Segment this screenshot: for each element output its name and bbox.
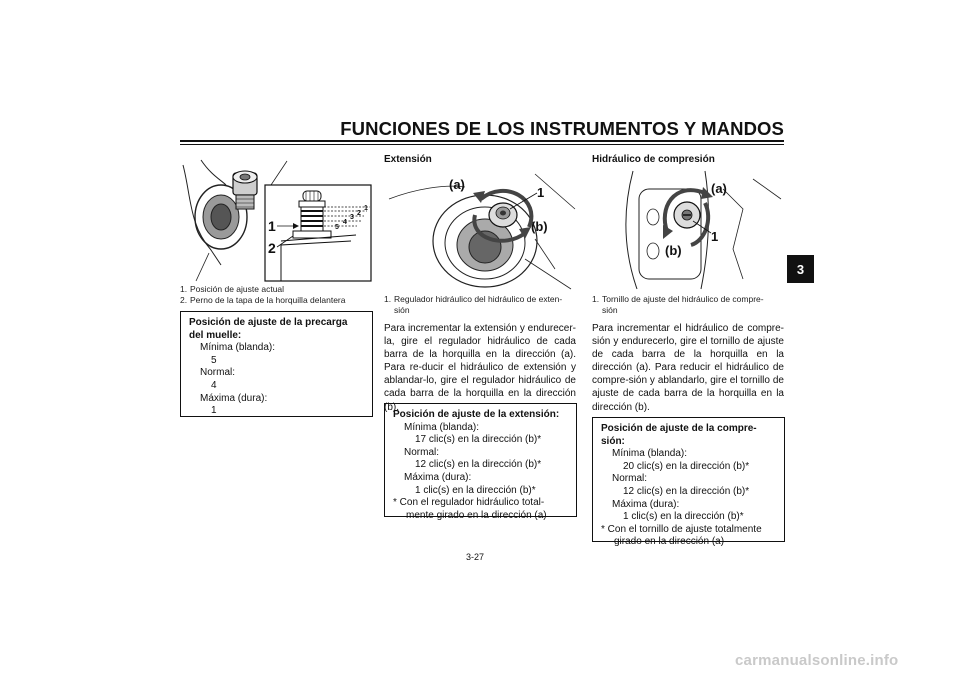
min-value: 20 clic(s) en la dirección (b)* bbox=[623, 460, 750, 472]
label-a: (a) bbox=[449, 177, 465, 192]
caption-text: Posición de ajuste actual bbox=[190, 284, 285, 294]
label-a: (a) bbox=[711, 181, 727, 196]
max-value: 1 clic(s) en la dirección (b)* bbox=[415, 484, 536, 496]
label-2: 2 bbox=[268, 240, 276, 256]
max-label: Máxima (dura): bbox=[404, 471, 472, 483]
extension-settings-box bbox=[384, 403, 577, 521]
footnote: * Con el tornillo de ajuste totalmente bbox=[601, 523, 762, 535]
watermark-text: carmanualsonline.info bbox=[735, 652, 899, 669]
preload-illustration bbox=[181, 155, 373, 283]
caption-num: 2. bbox=[180, 294, 188, 305]
preload-captions bbox=[180, 284, 376, 305]
caption-row bbox=[592, 305, 788, 316]
header-rule bbox=[180, 140, 784, 142]
label-1: 1 bbox=[711, 229, 719, 244]
max-value: 1 clic(s) en la dirección (b)* bbox=[623, 511, 744, 523]
normal-label: Normal: bbox=[612, 473, 648, 485]
normal-value: 4 bbox=[211, 379, 217, 391]
compression-illustration bbox=[593, 169, 785, 291]
header-rule-thin bbox=[180, 144, 784, 145]
normal-value: 12 clic(s) en la dirección (b)* bbox=[415, 459, 542, 471]
scale-2: 2 bbox=[357, 210, 361, 217]
chapter-tab: 3 bbox=[787, 255, 814, 283]
label-b: (b) bbox=[665, 243, 682, 258]
preload-settings-box bbox=[180, 311, 373, 417]
extension-paragraph: Para incrementar la extensión y endurecer-la, gire el regulador hidráulico de cada barra de la horquilla en la dirección (a). Para re-ducir el hidráulico de extensión y ablandar-lo, gire el regulador hidráulico de cada barra de la horquilla en la dirección (b). bbox=[384, 323, 576, 413]
scale-4: 4 bbox=[343, 219, 347, 226]
caption-num: 1. bbox=[592, 294, 600, 304]
caption-row bbox=[384, 305, 580, 316]
extension-illustration bbox=[385, 169, 577, 291]
label-b: (b) bbox=[531, 219, 548, 234]
min-label: Mínima (blanda): bbox=[404, 421, 480, 433]
normal-label: Normal: bbox=[404, 446, 440, 458]
normal-label: Normal: bbox=[200, 367, 236, 379]
compression-figure bbox=[592, 168, 786, 292]
box-title-cont: del muelle: bbox=[189, 329, 242, 341]
box-title-cont: sión: bbox=[601, 435, 625, 447]
max-label: Máxima (dura): bbox=[200, 392, 268, 404]
preload-figure bbox=[180, 154, 374, 284]
caption-text-cont: sión bbox=[394, 304, 410, 315]
min-label: Mínima (blanda): bbox=[200, 342, 276, 354]
footnote: * Con el regulador hidráulico total- bbox=[393, 497, 545, 509]
max-label: Máxima (dura): bbox=[612, 498, 680, 510]
caption-spacer bbox=[384, 305, 394, 316]
compression-paragraph: Para incrementar el hidráulico de compre-sión y endurecerlo, gire el tornillo de ajuste de cada barra de la horquilla en la dirección (a). Para reducir el hidráulico de compre-sión y ablandarlo, gire el tornillo de ajuste de cada barra de la horquilla en la dirección (b). bbox=[592, 323, 784, 413]
extension-figure bbox=[384, 168, 578, 292]
footnote-cont: girado en la dirección (a) bbox=[614, 536, 725, 548]
max-value: 1 bbox=[211, 405, 217, 417]
min-value: 17 clic(s) en la dirección (b)* bbox=[415, 434, 542, 446]
caption-num: 1. bbox=[384, 294, 392, 304]
min-value: 5 bbox=[211, 354, 217, 366]
scale-3: 3 bbox=[350, 214, 354, 221]
min-label: Mínima (blanda): bbox=[612, 448, 688, 460]
page-title: FUNCIONES DE LOS INSTRUMENTOS Y MANDOS bbox=[340, 118, 784, 139]
scale-1: 1 bbox=[364, 205, 368, 212]
caption-spacer bbox=[592, 305, 602, 316]
caption-row bbox=[180, 295, 376, 306]
caption-row bbox=[384, 294, 580, 305]
label-1: 1 bbox=[537, 185, 545, 200]
caption-row bbox=[592, 294, 788, 305]
extension-caption bbox=[384, 294, 580, 315]
box-title: Posición de ajuste de la precarga bbox=[189, 317, 348, 328]
compression-settings-box bbox=[592, 417, 785, 548]
caption-text: Perno de la tapa de la horquilla delantera bbox=[190, 294, 346, 305]
section-title-extension: Extensión bbox=[384, 154, 432, 165]
caption-text: Tornillo de ajuste del hidráulico de compre- bbox=[602, 294, 764, 304]
caption-num: 1. bbox=[180, 284, 188, 294]
footnote-cont: mente girado en la dirección (a) bbox=[406, 509, 547, 521]
section-title-compression: Hidráulico de compresión bbox=[592, 154, 715, 165]
compression-caption bbox=[592, 294, 788, 315]
normal-value: 12 clic(s) en la dirección (b)* bbox=[623, 485, 750, 497]
caption-row bbox=[180, 284, 376, 295]
box-title: Posición de ajuste de la compre- bbox=[601, 423, 757, 434]
label-1: 1 bbox=[268, 218, 276, 234]
page-number: 3-27 bbox=[466, 552, 485, 562]
scale-5: 5 bbox=[335, 224, 339, 231]
box-title: Posición de ajuste de la extensión: bbox=[393, 409, 560, 420]
caption-text-cont: sión bbox=[602, 304, 618, 315]
caption-text: Regulador hidráulico del hidráulico de exten- bbox=[394, 294, 563, 304]
